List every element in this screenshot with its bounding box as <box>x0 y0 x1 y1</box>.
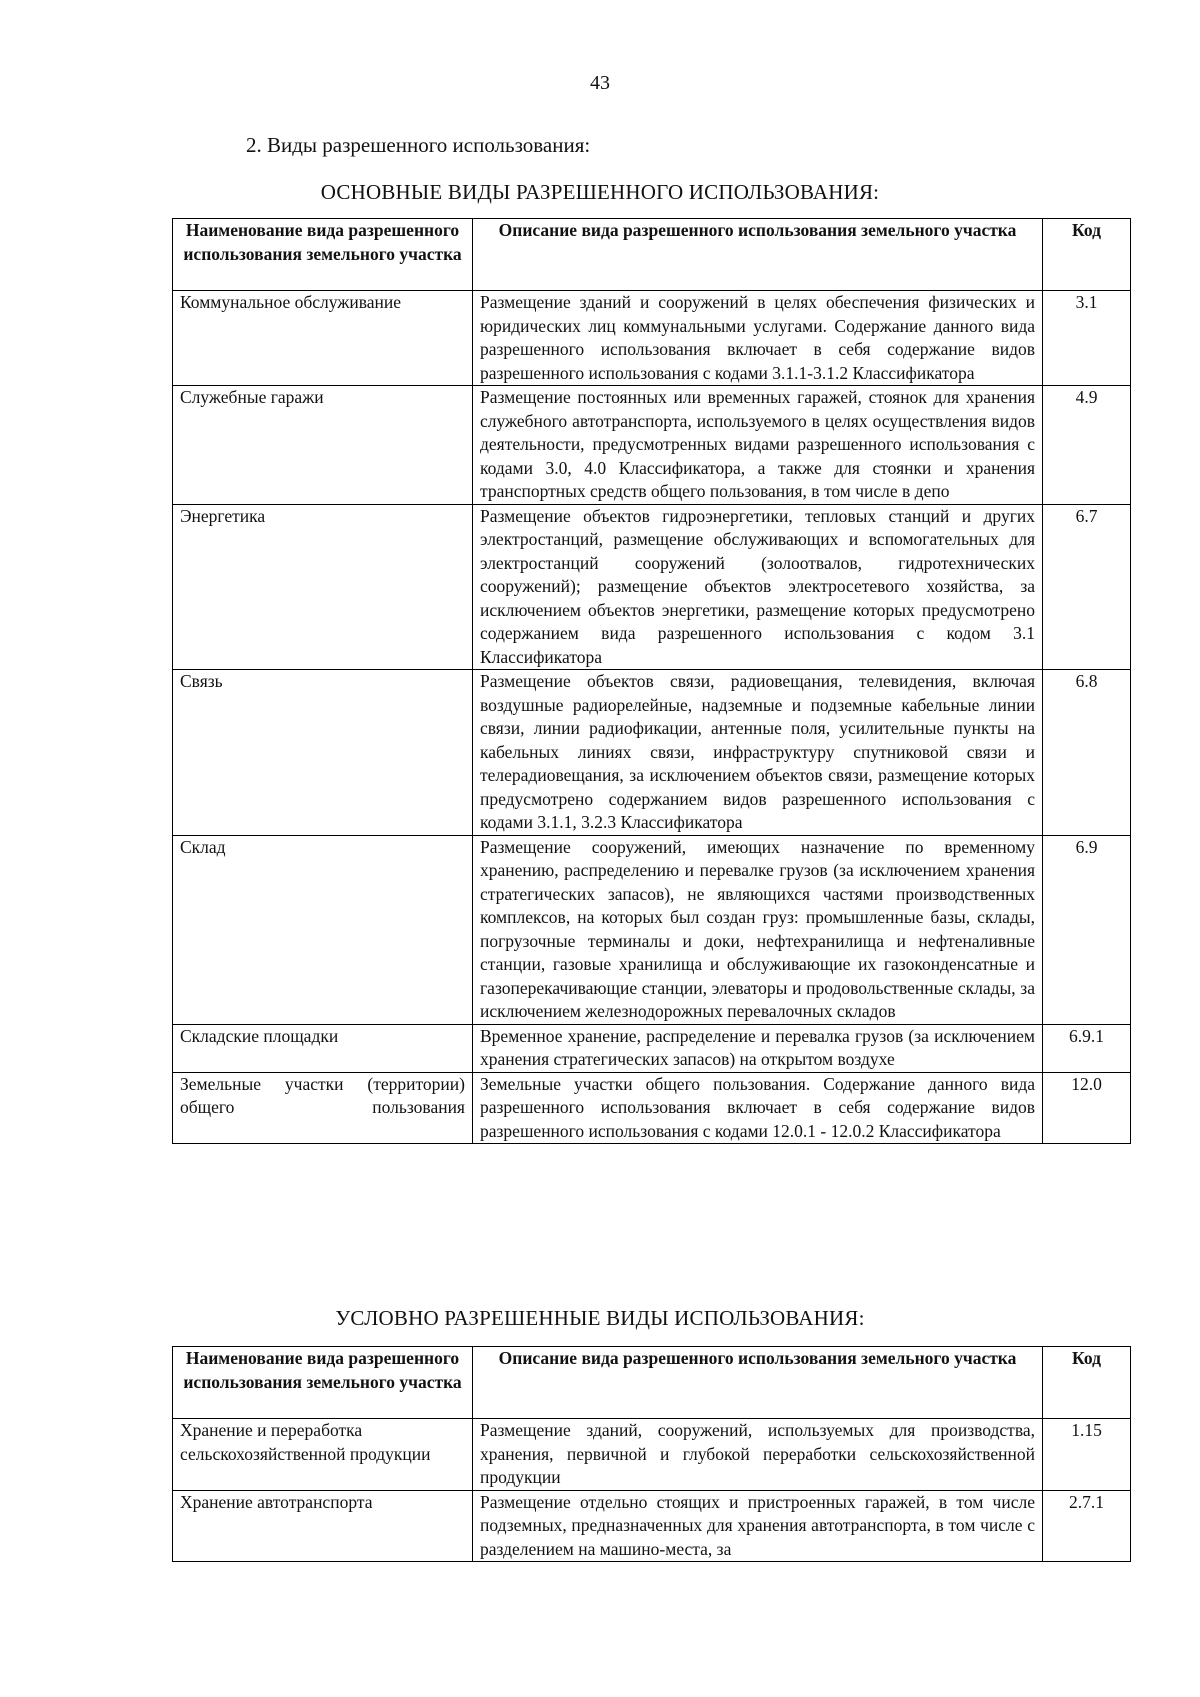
header-name: Наименование вида разрешенного использования земельного участка <box>173 219 473 291</box>
use-description: Размещение объектов связи, радиовещания, телевидения, включая воздушные радиорелейные, надземные и подземные кабельные линии связи, линии радиофикации, антенные поля, усилительные пункты на кабельных линиях связи, инфраструктуру спутниковой связи и телерадиовещания, за исключением объектов связи, размещение которых предусмотрено содержанием видов разрешенного использования с кодами 3.1.1, 3.2.3 Классификатора <box>473 670 1043 836</box>
header-description: Описание вида разрешенного использования земельного участка <box>473 219 1043 291</box>
use-description: Размещение объектов гидроэнергетики, тепловых станций и других электростанций, размещение обслуживающих и вспомогательных для электростанций сооружений (золоотвалов, гидротехнических сооружений); размещение объектов электросетевого хозяйства, за исключением объектов энергетики, размещение которых предусмотрено содержанием вида разрешенного использования с кодом 3.1 Классификатора <box>473 504 1043 670</box>
use-code: 1.15 <box>1043 1419 1131 1491</box>
section-heading: 2. Виды разрешенного использования: <box>246 133 591 157</box>
use-code: 6.8 <box>1043 670 1131 836</box>
conditional-uses-title: УСЛОВНО РАЗРЕШЕННЫЕ ВИДЫ ИСПОЛЬЗОВАНИЯ: <box>335 1306 865 1330</box>
main-uses-title: ОСНОВНЫЕ ВИДЫ РАЗРЕШЕННОГО ИСПОЛЬЗОВАНИЯ: <box>320 180 880 204</box>
use-code: 6.9 <box>1043 835 1131 1024</box>
table-row <box>173 835 1131 1024</box>
use-name: Хранение автотранспорта <box>173 1490 473 1562</box>
header-code: Код <box>1043 219 1131 291</box>
use-name: Земельные участки (территории) общего пользования <box>173 1072 473 1144</box>
table-row <box>173 1490 1131 1562</box>
use-name: Энергетика <box>173 504 473 670</box>
use-description: Размещение постоянных или временных гаражей, стоянок для хранения служебного автотранспорта, используемого в целях осуществления видов деятельности, предусмотренных видами разрешенного использования с кодами 3.0, 4.0 Классификатора, а также для стоянки и хранения транспортных средств общего пользования, в том числе в депо <box>473 386 1043 505</box>
use-name: Связь <box>173 670 473 836</box>
use-description: Размещение отдельно стоящих и пристроенных гаражей, в том числе подземных, предназначенных для хранения автотранспорта, в том числе с разделением на машино-места, за <box>473 1490 1043 1562</box>
conditional-uses-table <box>172 1346 1131 1562</box>
use-code: 2.7.1 <box>1043 1490 1131 1562</box>
table-row <box>173 504 1131 670</box>
table-row <box>173 1419 1131 1491</box>
use-description: Размещение зданий, сооружений, используемых для производства, хранения, первичной и глубокой переработки сельскохозяйственной продукции <box>473 1419 1043 1491</box>
use-name: Служебные гаражи <box>173 386 473 505</box>
main-uses-table <box>172 218 1131 1144</box>
use-name: Склад <box>173 835 473 1024</box>
page-number: 43 <box>590 72 610 94</box>
header-code: Код <box>1043 1347 1131 1419</box>
use-description: Временное хранение, распределение и перевалка грузов (за исключением хранения стратегических запасов) на открытом воздухе <box>473 1024 1043 1072</box>
use-description: Размещение сооружений, имеющих назначение по временному хранению, распределению и перевалке грузов (за исключением хранения стратегических запасов), не являющихся частями производственных комплексов, на которых был создан груз: промышленные базы, склады, погрузочные терминалы и доки, нефтехранилища и нефтеналивные станции, газовые хранилища и обслуживающие их газоконденсатные и газоперекачивающие станции, элеваторы и продовольственные склады, за исключением железнодорожных перевалочных складов <box>473 835 1043 1024</box>
use-code: 3.1 <box>1043 291 1131 386</box>
use-name: Коммунальное обслуживание <box>173 291 473 386</box>
use-code: 6.7 <box>1043 504 1131 670</box>
use-name: Хранение и переработка сельскохозяйственной продукции <box>173 1419 473 1491</box>
table-row <box>173 1024 1131 1072</box>
use-code: 12.0 <box>1043 1072 1131 1144</box>
header-description: Описание вида разрешенного использования земельного участка <box>473 1347 1043 1419</box>
use-description: Земельные участки общего пользования. Содержание данного вида разрешенного использования включает в себя содержание видов разрешенного использования с кодами 12.0.1 - 12.0.2 Классификатора <box>473 1072 1043 1144</box>
table-row <box>173 1072 1131 1144</box>
header-name: Наименование вида разрешенного использования земельного участка <box>173 1347 473 1419</box>
table-row <box>173 291 1131 386</box>
use-name: Складские площадки <box>173 1024 473 1072</box>
use-code: 4.9 <box>1043 386 1131 505</box>
table-row <box>173 670 1131 836</box>
use-description: Размещение зданий и сооружений в целях обеспечения физических и юридических лиц коммунальными услугами. Содержание данного вида разрешенного использования включает в себя содержание видов разрешенного использования с кодами 3.1.1-3.1.2 Классификатора <box>473 291 1043 386</box>
use-code: 6.9.1 <box>1043 1024 1131 1072</box>
table-header-row <box>173 219 1131 291</box>
table-row <box>173 386 1131 505</box>
table-header-row <box>173 1347 1131 1419</box>
